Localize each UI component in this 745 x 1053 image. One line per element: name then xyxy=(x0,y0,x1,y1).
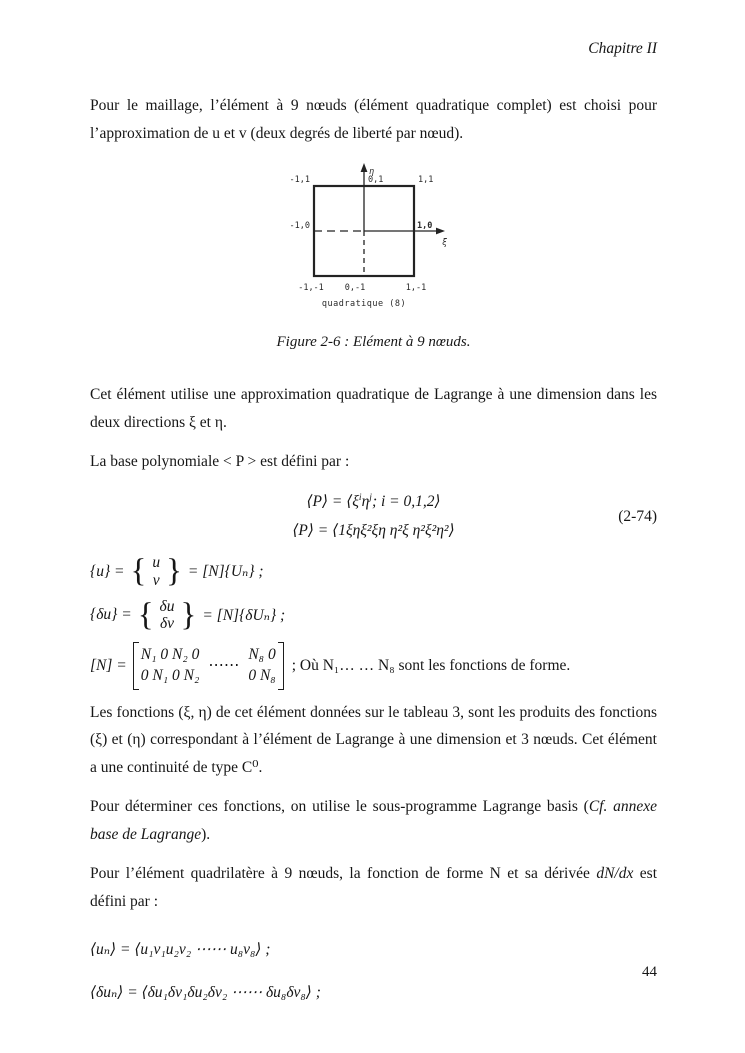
subprogram-text: Pour déterminer ces fonctions, on utilise le sous-programme Lagrange basis ( xyxy=(90,798,589,816)
du-stack-bottom: δv xyxy=(159,615,175,633)
matrix-row2-left: 0 N₁ 0 N₂ xyxy=(140,666,200,684)
paragraph-subprogram xyxy=(90,793,657,848)
figure-element-9-nodes xyxy=(90,161,657,351)
matrix-row2-right: 0 N₈ xyxy=(248,666,276,684)
du-def-lhs: {δu} = xyxy=(90,606,132,624)
paragraph-lagrange: Cet élément utilise une approximation quadratique de Lagrange à une dimension dans les deux directions ξ et η. xyxy=(90,386,657,431)
xi-arrowhead-icon xyxy=(436,228,445,235)
shape-function-text-a: Pour l’élément quadrilatère à 9 nœuds, la fonction de forme N et sa dérivée xyxy=(90,865,597,883)
du-def-rhs: = [N]{δUₙ} ; xyxy=(202,606,286,624)
u-v-stack xyxy=(152,554,160,589)
equation-n-matrix xyxy=(90,642,657,690)
u-def-open-brace: { xyxy=(130,553,147,590)
shape-function-matrix xyxy=(133,642,284,690)
equation-delta-un-vector: ⟨δuₙ⟩ = ⟨δu₁δv₁δu₂δv₂ ⋯⋯ δu₈δv₈⟩ ; xyxy=(90,983,321,1001)
n-matrix-note: ; Où N₁… … N₈ sont les fonctions de forme. xyxy=(291,656,571,674)
matrix-ellipsis: ⋯⋯ xyxy=(208,657,240,675)
chapter-header: Chapitre II xyxy=(588,40,657,57)
matrix-left-block xyxy=(141,645,200,687)
node-label-top-left: -1,1 xyxy=(289,175,310,186)
p-basis-sup-i: i xyxy=(358,491,362,503)
xi-axis-label: ξ xyxy=(441,238,447,249)
du-stack-top: δu xyxy=(159,597,175,615)
node-label-top-right: 1,1 xyxy=(417,175,433,186)
du-dv-stack xyxy=(160,598,175,633)
equation-2-74 xyxy=(90,488,657,545)
matrix-row1-right: N₈ 0 xyxy=(248,645,276,663)
node-label-bottom-right: 1,-1 xyxy=(405,283,426,294)
paragraph-shape-function xyxy=(90,860,657,915)
u-stack-top: u xyxy=(152,554,161,572)
u-def-lhs: {u} = xyxy=(90,562,125,580)
figure-sublabel: quadratique (8) xyxy=(321,299,406,310)
node-label-top-mid: 0,1 xyxy=(367,175,383,186)
u-def-close-brace: } xyxy=(166,553,182,590)
matrix-row1-left: N₁ 0 N₂ 0 xyxy=(140,645,200,663)
subprogram-annexe-ref: Cf. annexe base de Lagrange xyxy=(90,798,657,843)
equation-u-definition xyxy=(90,554,657,589)
derivative-notation: dN/dx xyxy=(596,865,634,883)
node-label-bottom-mid: 0,-1 xyxy=(344,283,365,294)
eta-arrowhead-icon xyxy=(360,163,367,172)
du-def-open-brace: { xyxy=(137,596,154,633)
p-basis-line1-seg-a: ⟨P⟩ = ⟨ξ xyxy=(306,492,359,510)
element-diagram xyxy=(269,161,479,313)
u-stack-bottom: v xyxy=(152,571,160,589)
subprogram-text-end: ). xyxy=(201,825,211,843)
n-matrix-lhs: [N] = xyxy=(90,656,127,674)
p-basis-line1-seg-b: η xyxy=(361,492,370,510)
page-number: 44 xyxy=(642,964,657,980)
shape-function-text-b: est défini par : xyxy=(90,865,657,910)
eta-axis-label: η xyxy=(368,167,374,178)
node-label-mid-right: 1,0 xyxy=(416,221,432,232)
equation-number: (2-74) xyxy=(618,507,657,525)
matrix-right-block xyxy=(248,645,275,687)
node-label-bottom-left: -1,-1 xyxy=(297,283,324,294)
p-basis-line-2: ⟨P⟩ = ⟨1ξηξ²ξη η²ξ η²ξ²η²⟩ xyxy=(292,521,455,539)
paragraph-intro: Pour le maillage, l’élément à 9 nœuds (élément quadratique complet) est choisi pour l’approximation de u et v (deux degrés de liberté par nœud). xyxy=(90,97,657,142)
p-basis-line1-seg-c: ; i = 0,1,2⟩ xyxy=(371,492,441,510)
equation-delta-u-definition xyxy=(90,598,657,633)
u-def-rhs: = [N]{Uₙ} ; xyxy=(187,563,264,581)
paragraph-basis-intro: La base polynomiale < P > est défini par : xyxy=(90,453,350,471)
paragraph-functions: Les fonctions (ξ, η) de cet élément données sur le tableau 3, sont les produits des fonctions (ξ) et (η) correspondant à l’élément de Lagrange à une dimension et 3 nœuds. Cet élément a une continuité de type C⁰. xyxy=(90,703,657,776)
node-label-mid-left: -1,0 xyxy=(289,221,310,232)
du-def-close-brace: } xyxy=(180,596,197,633)
equation-un-vector: ⟨uₙ⟩ = ⟨u₁v₁u₂v₂ ⋯⋯ u₈v₈⟩ ; xyxy=(90,940,271,958)
figure-caption: Figure 2-6 : Elément à 9 nœuds. xyxy=(276,334,471,351)
p-basis-sup-j: j xyxy=(369,491,372,503)
p-basis-line-1 xyxy=(90,488,657,517)
